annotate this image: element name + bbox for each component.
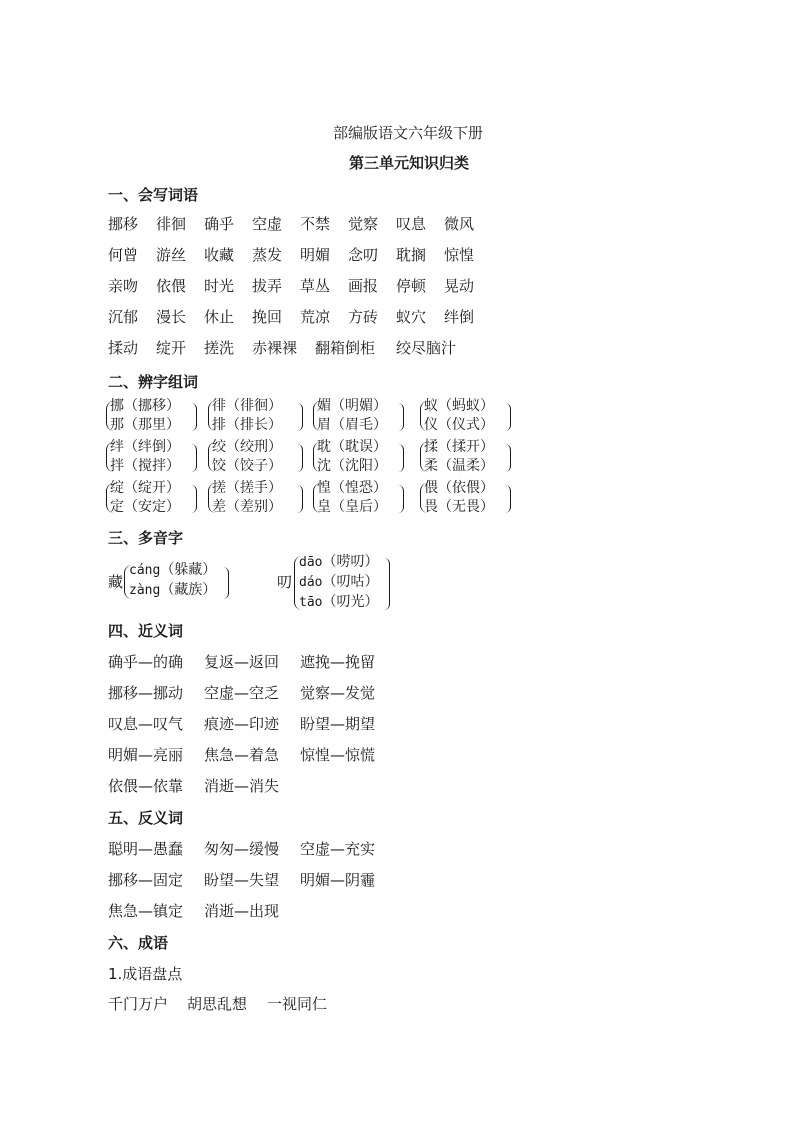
word-pair: 焦急—镇定 — [108, 902, 184, 920]
pair-line: 排（排长） — [212, 417, 282, 433]
word-item: 翻箱倒柜 — [315, 339, 376, 357]
reading-line — [129, 561, 216, 580]
word-item: 叹息 — [396, 215, 427, 233]
pair-line: 媚（明媚） — [317, 398, 387, 414]
pinyin: cáng — [129, 563, 161, 578]
word-item: 游丝 — [156, 246, 187, 264]
pair-line: 饺（饺子） — [212, 458, 282, 474]
word-pair: 痕迹—印迹 — [204, 715, 280, 733]
pair-line: 绊（绊倒） — [110, 439, 180, 455]
word-item: 绽开 — [156, 339, 187, 357]
word-pair: 空虚—充实 — [300, 840, 376, 858]
word-item: 何曾 — [108, 246, 139, 264]
word-pair: 遮挽—挽留 — [300, 653, 376, 671]
word-pair: 明媚—亮丽 — [108, 746, 184, 764]
word-item: 漫长 — [156, 308, 187, 326]
char-pair — [108, 479, 200, 519]
pair-line: 蚁（蚂蚁） — [424, 398, 494, 414]
word-item: 挽回 — [252, 308, 283, 326]
pair-line: 沈（沈阳） — [317, 458, 387, 474]
reading-line — [299, 593, 378, 612]
word-pair: 盼望—期望 — [300, 715, 376, 733]
word-item: 晃动 — [444, 277, 475, 295]
document-title: 部编版语文六年级下册 — [333, 124, 484, 142]
reading-example: （叨咕） — [322, 574, 379, 590]
char-pair — [315, 479, 407, 519]
word-pair: 挪移—固定 — [108, 871, 184, 889]
word-item: 画报 — [348, 277, 379, 295]
word-item: 念叨 — [348, 246, 379, 264]
word-pair: 匆匆—缓慢 — [204, 840, 280, 858]
word-pair: 觉察—发觉 — [300, 684, 376, 702]
section-heading-6: 六、成语 — [108, 934, 169, 952]
pair-line: 皇（皇后） — [317, 499, 387, 515]
polyphone-char: 藏 — [108, 573, 124, 591]
word-pair: 惊惶—惊慌 — [300, 746, 376, 764]
reading-example: （躲藏） — [160, 562, 217, 578]
polyphone-char: 叨 — [277, 573, 293, 591]
pair-line: 耽（耽误） — [317, 439, 387, 455]
pair-line: 绞（绞刑） — [212, 439, 282, 455]
char-pair — [108, 438, 200, 478]
pair-line: 定（安定） — [110, 499, 180, 515]
word-item: 方砖 — [348, 308, 379, 326]
reading-line — [299, 573, 378, 592]
pair-line: 眉（眉毛） — [317, 417, 387, 433]
close-brace — [397, 403, 404, 431]
close-brace — [222, 567, 229, 599]
word-item: 搓洗 — [204, 339, 235, 357]
word-item: 明媚 — [300, 246, 331, 264]
word-item: 惊惶 — [444, 246, 475, 264]
word-item: 依偎 — [156, 277, 187, 295]
word-pair: 挪移—挪动 — [108, 684, 184, 702]
word-item: 微风 — [444, 215, 475, 233]
word-item: 停顿 — [396, 277, 427, 295]
word-item: 不禁 — [300, 215, 331, 233]
pair-line: 绽（绽开） — [110, 480, 180, 496]
word-item: 揉动 — [108, 339, 139, 357]
pair-line: 畏（无畏） — [424, 499, 494, 515]
pinyin: zàng — [129, 583, 161, 598]
close-brace — [190, 444, 197, 472]
reading-example: （叨光） — [322, 594, 379, 610]
char-pair — [315, 397, 407, 437]
word-pair: 盼望—失望 — [204, 871, 280, 889]
word-item: 耽搁 — [396, 246, 427, 264]
word-pair: 消逝—消失 — [204, 777, 280, 795]
word-item: 挪移 — [108, 215, 139, 233]
word-item: 时光 — [204, 277, 235, 295]
close-brace — [504, 444, 511, 472]
word-item: 拔弄 — [252, 277, 283, 295]
idiom-item: 一视同仁 — [267, 995, 328, 1013]
reading-example: （唠叨） — [322, 554, 379, 570]
word-pair: 焦急—着急 — [204, 746, 280, 764]
char-pair — [210, 438, 302, 478]
section-heading-3: 三、多音字 — [108, 529, 184, 547]
word-item: 草丛 — [300, 277, 331, 295]
word-item: 绊倒 — [444, 308, 475, 326]
pair-line: 搓（搓手） — [212, 480, 282, 496]
word-item: 徘徊 — [156, 215, 187, 233]
word-item: 觉察 — [348, 215, 379, 233]
word-pair: 聪明—愚蠢 — [108, 840, 184, 858]
word-item: 休止 — [204, 308, 235, 326]
close-brace — [296, 444, 303, 472]
char-pair — [422, 438, 514, 478]
char-pair — [315, 438, 407, 478]
document-subtitle: 第三单元知识归类 — [349, 154, 470, 172]
word-item: 赤裸裸 — [252, 339, 298, 357]
word-item: 荒凉 — [300, 308, 331, 326]
close-brace — [383, 558, 390, 610]
section-heading-4: 四、近义词 — [108, 622, 184, 640]
word-item: 绞尽脑汁 — [396, 339, 457, 357]
close-brace — [296, 403, 303, 431]
close-brace — [190, 403, 197, 431]
reading-line — [299, 553, 378, 572]
pair-line: 惶（惶恐） — [317, 480, 387, 496]
close-brace — [397, 444, 404, 472]
word-item: 亲吻 — [108, 277, 139, 295]
reading-line — [129, 581, 216, 600]
word-pair: 依偎—依靠 — [108, 777, 184, 795]
char-pair — [210, 397, 302, 437]
close-brace — [504, 403, 511, 431]
word-item: 收藏 — [204, 246, 235, 264]
word-pair: 空虚—空乏 — [204, 684, 280, 702]
idiom-item: 千门万户 — [108, 995, 169, 1013]
section-heading-5: 五、反义词 — [108, 809, 184, 827]
word-item: 沉郁 — [108, 308, 139, 326]
section-heading-1: 一、会写词语 — [108, 186, 199, 204]
close-brace — [397, 485, 404, 513]
char-pair — [210, 479, 302, 519]
word-pair: 消逝—出现 — [204, 902, 280, 920]
word-item: 空虚 — [252, 215, 283, 233]
reading-example: （藏族） — [160, 582, 217, 598]
pair-line: 偎（依偎） — [424, 480, 494, 496]
pair-line: 挪（挪移） — [110, 398, 180, 414]
char-pair — [422, 479, 514, 519]
word-item: 蒸发 — [252, 246, 283, 264]
section-heading-2: 二、辨字组词 — [108, 373, 199, 391]
word-item: 确乎 — [204, 215, 235, 233]
close-brace — [504, 485, 511, 513]
word-pair: 确乎—的确 — [108, 653, 184, 671]
pair-line: 拌（搅拌） — [110, 458, 180, 474]
pair-line: 仪（仪式） — [424, 417, 494, 433]
idiom-item: 胡思乱想 — [187, 995, 248, 1013]
word-pair: 叹息—叹气 — [108, 715, 184, 733]
pinyin: dáo — [299, 575, 323, 590]
pinyin: tāo — [299, 595, 323, 610]
word-pair: 明媚—阴霾 — [300, 871, 376, 889]
close-brace — [296, 485, 303, 513]
pinyin: dāo — [299, 555, 323, 570]
pair-line: 差（差别） — [212, 499, 282, 515]
char-pair — [108, 397, 200, 437]
pair-line: 徘（徘徊） — [212, 398, 282, 414]
word-pair: 复返—返回 — [204, 653, 280, 671]
idiom-subheading: 1.成语盘点 — [108, 965, 183, 983]
close-brace — [190, 485, 197, 513]
pair-line: 揉（揉开） — [424, 439, 494, 455]
pair-line: 那（那里） — [110, 417, 180, 433]
char-pair — [422, 397, 514, 437]
pair-line: 柔（温柔） — [424, 458, 494, 474]
word-item: 蚁穴 — [396, 308, 427, 326]
